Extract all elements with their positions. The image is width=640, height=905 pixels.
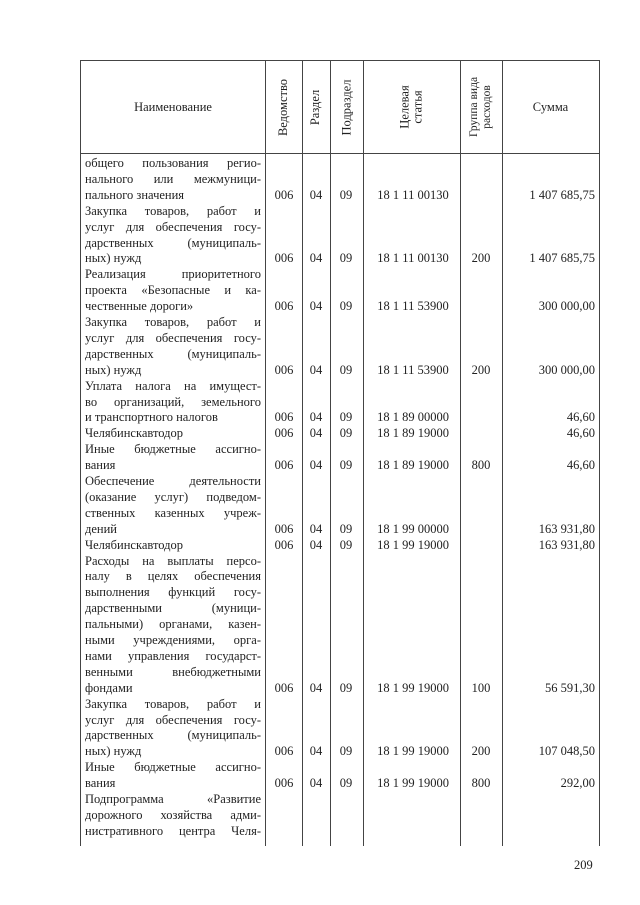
row-name-text: пального значения	[85, 187, 185, 202]
cell-podrazdel: 09	[339, 776, 353, 791]
column-divider	[330, 61, 331, 846]
header-vedomstvo: Ведомство	[276, 78, 290, 136]
row-name-text: Закупка товаров, работ и	[85, 315, 261, 329]
row-name-text: Закупка товаров, работ и	[85, 203, 261, 218]
cell-razdel: 04	[309, 426, 323, 441]
cell-gruppa: 100	[471, 680, 491, 695]
cell-summa: 46,60	[566, 426, 595, 441]
column-divider	[265, 61, 266, 846]
cell-celevaya: 18 1 99 19000	[377, 776, 449, 791]
header-summa: Сумма	[532, 100, 569, 114]
row-name-text: услуг для обеспечения госу-	[85, 330, 261, 345]
cell-razdel: 04	[309, 299, 323, 314]
cell-vedomstvo: 006	[274, 521, 294, 536]
header-summa-cell	[502, 61, 599, 153]
row-name-text: Обеспечение деятельности	[85, 474, 261, 488]
cell-summa: 107 048,50	[538, 744, 595, 759]
cell-podrazdel: 09	[339, 251, 353, 266]
row-name-text: нистративного центра Челя-	[85, 823, 261, 838]
row-name-text: дарственных (муниципаль-	[85, 346, 261, 361]
row-name-text: фондами	[85, 680, 133, 695]
row-name-text: налу в целях обеспечения	[85, 569, 261, 584]
row-name-text: Челябинскавтодор	[85, 537, 184, 552]
cell-gruppa: 200	[471, 362, 491, 377]
header-razdel: Раздел	[308, 89, 323, 125]
row-name-text: услуг для обеспечения госу-	[85, 712, 261, 727]
row-name-text: вания	[85, 458, 116, 473]
cell-celevaya: 18 1 11 53900	[377, 299, 449, 314]
cell-vedomstvo: 006	[274, 537, 294, 552]
cell-razdel: 04	[309, 521, 323, 536]
page-number: 209	[574, 858, 593, 872]
row-name-text: Закупка товаров, работ и	[85, 696, 261, 711]
row-name-text: Расходы на выплаты персо-	[85, 553, 261, 568]
row-name-text: Иные бюджетные ассигно-	[85, 760, 261, 775]
row-name-text: Уплата налога на имущест-	[85, 378, 261, 393]
row-name-text: дарственных (муниципаль-	[85, 728, 261, 743]
cell-podrazdel: 09	[339, 521, 353, 536]
row-name-text: венными внебюджетными	[85, 664, 261, 679]
cell-podrazdel: 09	[339, 680, 353, 695]
cell-podrazdel: 09	[339, 410, 353, 425]
row-name-text: пальными) органами, казен-	[85, 617, 261, 632]
cell-gruppa: 200	[471, 251, 491, 266]
cell-summa: 56 591,30	[545, 680, 595, 695]
cell-summa: 46,60	[566, 410, 595, 425]
cell-summa: 300 000,00	[538, 362, 595, 377]
cell-razdel: 04	[309, 362, 323, 377]
cell-vedomstvo: 006	[274, 362, 294, 377]
cell-summa: 46,60	[566, 458, 595, 473]
budget-table	[80, 60, 600, 846]
cell-vedomstvo: 006	[274, 251, 294, 266]
cell-celevaya: 18 1 99 19000	[377, 744, 449, 759]
row-name-text: нами управления государст-	[85, 648, 261, 663]
cell-razdel: 04	[309, 458, 323, 473]
cell-podrazdel: 09	[339, 744, 353, 759]
cell-razdel: 04	[309, 744, 323, 759]
cell-vedomstvo: 006	[274, 187, 294, 202]
cell-vedomstvo: 006	[274, 426, 294, 441]
row-name-text: ных) нужд	[85, 362, 142, 377]
cell-celevaya: 18 1 89 19000	[377, 426, 449, 441]
cell-summa: 300 000,00	[538, 299, 595, 314]
header-gruppa-line2: расходов	[481, 85, 494, 129]
header-gruppa-line1: Группа вида	[468, 76, 481, 138]
row-name-text: ственных казенных учреж-	[85, 505, 261, 520]
row-name-text: во организаций, земельного	[85, 394, 261, 409]
header-podrazdel: Подраздел	[339, 79, 353, 135]
header-celevaya-cell	[363, 61, 460, 153]
cell-summa: 1 407 685,75	[529, 187, 595, 202]
row-name-text: услуг для обеспечения госу-	[85, 219, 261, 234]
row-name-text: (оказание услуг) подведом-	[85, 489, 261, 504]
cell-gruppa: 800	[471, 776, 491, 791]
row-name-text: Подпрограмма «Развитие	[85, 792, 261, 806]
cell-razdel: 04	[309, 410, 323, 425]
cell-vedomstvo: 006	[274, 744, 294, 759]
cell-razdel: 04	[309, 776, 323, 791]
cell-vedomstvo: 006	[274, 458, 294, 473]
cell-celevaya: 18 1 11 00130	[377, 187, 449, 202]
cell-podrazdel: 09	[339, 187, 353, 202]
row-name-text: ных) нужд	[85, 251, 142, 266]
row-name-text: выполнения функций госу-	[85, 585, 261, 600]
row-name-text: дений	[85, 521, 117, 536]
cell-razdel: 04	[309, 187, 323, 202]
row-name-text: общего пользования регио-	[85, 156, 261, 170]
cell-vedomstvo: 006	[274, 776, 294, 791]
table-header	[81, 61, 599, 154]
header-podrazdel-cell	[330, 61, 363, 153]
row-name-text: вания	[85, 776, 116, 791]
cell-razdel: 04	[309, 537, 323, 552]
row-name-text: Реализация приоритетного	[85, 267, 261, 282]
header-gruppa	[468, 77, 494, 137]
header-razdel-cell	[302, 61, 330, 153]
row-name-text: дорожного хозяйства адми-	[85, 807, 261, 822]
header-celevaya	[399, 85, 425, 128]
cell-gruppa: 200	[471, 744, 491, 759]
cell-gruppa: 800	[471, 458, 491, 473]
row-name-text: Иные бюджетные ассигно-	[85, 442, 261, 457]
cell-summa: 163 931,80	[538, 537, 595, 552]
row-name-text: ными учреждениями, орга-	[85, 633, 261, 647]
cell-vedomstvo: 006	[274, 680, 294, 695]
cell-celevaya: 18 1 89 00000	[377, 410, 449, 425]
row-name-text: дарственных (муниципаль-	[85, 235, 261, 250]
header-name: Наименование	[134, 100, 212, 114]
cell-podrazdel: 09	[339, 458, 353, 473]
header-celevaya-line1: Целевая	[397, 85, 412, 129]
cell-podrazdel: 09	[339, 362, 353, 377]
cell-podrazdel: 09	[339, 299, 353, 314]
header-celevaya-line2: статья	[410, 90, 425, 124]
cell-razdel: 04	[309, 680, 323, 695]
cell-celevaya: 18 1 89 19000	[377, 458, 449, 473]
cell-celevaya: 18 1 99 19000	[377, 680, 449, 695]
cell-summa: 292,00	[560, 776, 595, 791]
row-name-text: проекта «Безопасные и ка-	[85, 283, 261, 298]
cell-razdel: 04	[309, 251, 323, 266]
row-name-text: чественные дороги»	[85, 299, 194, 314]
header-gruppa-cell	[460, 61, 502, 153]
column-divider	[460, 61, 461, 846]
cell-summa: 163 931,80	[538, 521, 595, 536]
row-name-text: Челябинскавтодор	[85, 426, 184, 441]
cell-podrazdel: 09	[339, 426, 353, 441]
cell-celevaya: 18 1 11 53900	[377, 362, 449, 377]
row-name-text: и транспортного налогов	[85, 410, 218, 425]
row-name-text: дарственными (муници-	[85, 601, 261, 616]
cell-celevaya: 18 1 99 00000	[377, 521, 449, 536]
cell-celevaya: 18 1 11 00130	[377, 251, 449, 266]
cell-celevaya: 18 1 99 19000	[377, 537, 449, 552]
cell-vedomstvo: 006	[274, 299, 294, 314]
header-name-cell	[81, 61, 265, 153]
column-divider	[363, 61, 364, 846]
header-vedomstvo-cell	[265, 61, 302, 153]
column-divider	[502, 61, 503, 846]
cell-vedomstvo: 006	[274, 410, 294, 425]
column-divider	[302, 61, 303, 846]
row-name-text: нального или межмуници-	[85, 171, 261, 186]
row-name-text: ных) нужд	[85, 744, 142, 759]
cell-podrazdel: 09	[339, 537, 353, 552]
cell-summa: 1 407 685,75	[529, 251, 595, 266]
